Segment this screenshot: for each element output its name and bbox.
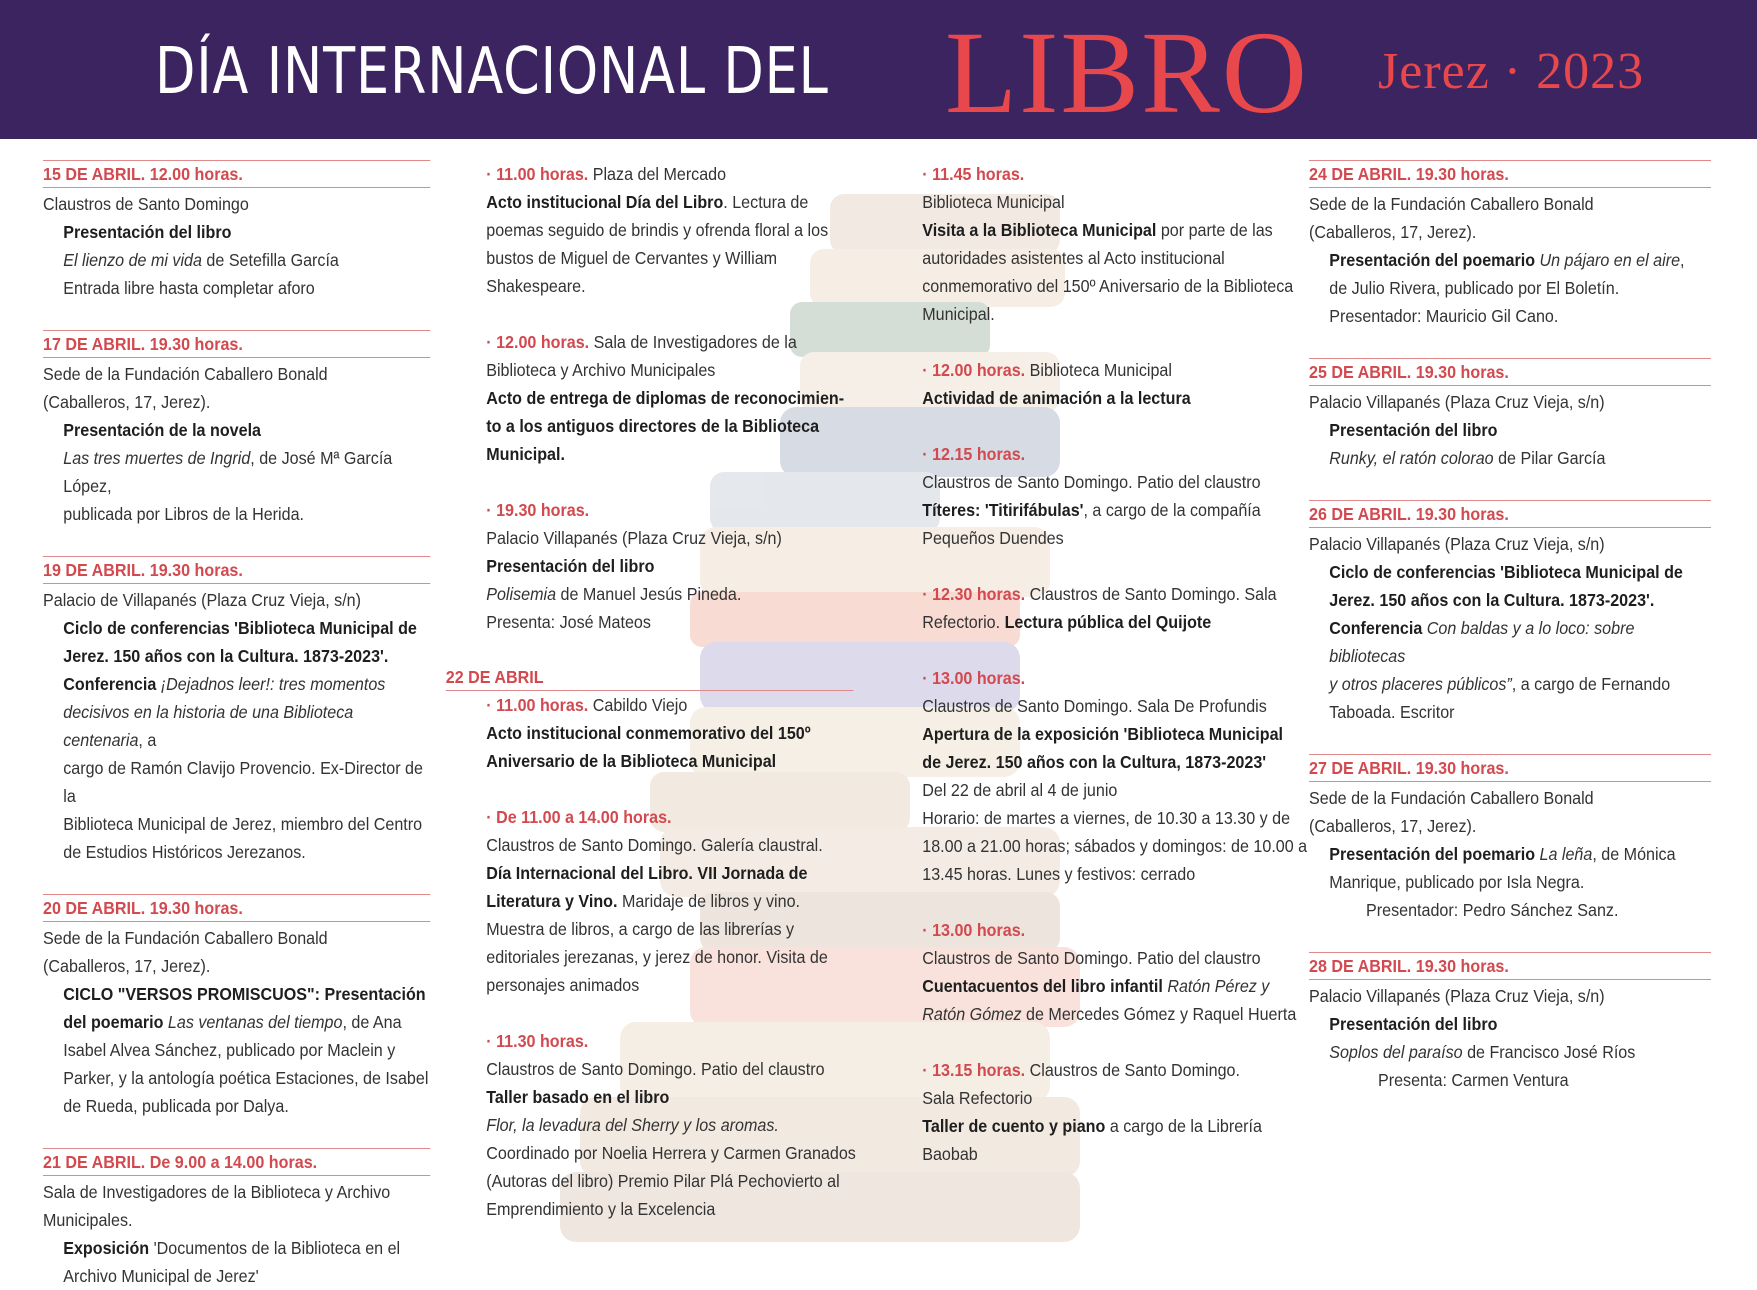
- event-venue: Claustros de Santo Domingo. Sala: [1025, 584, 1277, 604]
- conference-title: ¡Dejadnos leer!: tres momentos: [156, 674, 386, 694]
- event-activity: Día Internacional del Libro. VII Jornada de: [486, 863, 808, 883]
- event-description: . Lectura de: [723, 192, 809, 212]
- event-22-1315: [902, 1056, 1312, 1168]
- event-venue: Palacio de Villapanés (Plaza Cruz Vieja, s/n): [43, 590, 362, 610]
- conference-cycle: Ciclo de conferencias 'Biblioteca Municipal de: [1329, 562, 1683, 582]
- exhibition-title: Archivo Municipal de Jerez': [63, 1266, 259, 1286]
- event-presenter: Presentador: Mauricio Gil Cano.: [1329, 306, 1559, 326]
- event-presenter: Presenta: Carmen Ventura: [1378, 1070, 1569, 1090]
- event-description: (Autoras del libro) Premio Pilar Plá Pechovierto al: [486, 1171, 840, 1191]
- event-22-1300-cuentacuentos: [902, 916, 1312, 1028]
- book-author: , de Ana: [342, 1012, 402, 1032]
- event-27-abril: [1309, 754, 1711, 924]
- event-activity: Presentación del libro: [1329, 420, 1498, 440]
- book-title: Las tres muertes de Ingrid: [63, 448, 251, 468]
- conference-title: Con baldas y a lo loco: sobre bibliotecas: [1329, 618, 1635, 666]
- event-date: 19 DE ABRIL. 19.30 horas.: [43, 556, 430, 584]
- book-author: de Julio Rivera, publicado por El Boletín.: [1329, 278, 1620, 298]
- header-main-title: LIBRO: [945, 7, 1309, 138]
- event-description: personajes animados: [486, 975, 640, 995]
- conference-label: Conferencia: [1329, 618, 1423, 638]
- event-venue-address: (Caballeros, 17, Jerez).: [1309, 222, 1477, 242]
- book-author: de Rueda, publicada por Dalya.: [63, 1096, 289, 1116]
- event-date: 26 DE ABRIL. 19.30 horas.: [1309, 500, 1711, 528]
- event-description: bustos de Miguel de Cervantes y William Shakespeare.: [486, 248, 778, 296]
- book-author: de Manuel Jesús Pineda.: [556, 584, 742, 604]
- event-description: editoriales jerezanas, y jerez de honor. Visita de: [486, 947, 828, 967]
- book-title: Un pájaro en el aire: [1535, 250, 1681, 270]
- event-activity: Presentación del libro: [63, 222, 232, 242]
- event-activity: Presentación del libro: [1329, 1014, 1498, 1034]
- event-22-1100: [466, 691, 874, 775]
- event-22-1145: [902, 160, 1312, 328]
- conference-cycle: Ciclo de conferencias 'Biblioteca Municipal de: [63, 618, 417, 638]
- event-description: Muestra de libros, a cargo de las librerías y: [486, 919, 795, 939]
- event-time: · 13.00 horas.: [922, 920, 1026, 940]
- event-venue: Claustros de Santo Domingo. Patio del claustro: [922, 472, 1261, 492]
- event-description: Pequeños Duendes: [922, 528, 1064, 548]
- event-activity: Taller basado en el libro: [486, 1087, 670, 1107]
- event-activity: Cuentacuentos del libro infantil: [922, 976, 1163, 996]
- event-date: 28 DE ABRIL. 19.30 horas.: [1309, 952, 1711, 980]
- book-title: Soplos del paraíso: [1329, 1042, 1463, 1062]
- conference-speaker: , a: [138, 730, 157, 750]
- event-time: · 12.00 horas.: [486, 332, 590, 352]
- event-activity: Taller de cuento y piano: [922, 1116, 1106, 1136]
- event-description: por parte de las: [1156, 220, 1273, 240]
- event-activity: Títeres: 'Titirifábulas': [922, 500, 1084, 520]
- event-venue: Sede de la Fundación Caballero Bonald: [43, 928, 328, 948]
- column-1: [43, 160, 433, 1290]
- event-venue: Sala Refectorio: [922, 1088, 1033, 1108]
- event-22-1230: [902, 580, 1312, 636]
- book-author: Manrique, publicado por Isla Negra.: [1329, 872, 1585, 892]
- conference-cycle: Jerez. 150 años con la Cultura. 1873-2023'.: [63, 646, 389, 666]
- event-venue: Municipales.: [43, 1210, 133, 1230]
- event-time: · 11.30 horas.: [486, 1031, 589, 1051]
- event-22-1300-expo: [902, 664, 1312, 888]
- event-description: Baobab: [922, 1144, 978, 1164]
- event-time: · 11.00 horas.: [486, 695, 589, 715]
- event-note: Entrada libre hasta completar aforo: [63, 278, 315, 298]
- event-venue: Cabildo Viejo: [588, 695, 688, 715]
- exhibition-dates: Del 22 de abril al 4 de junio: [922, 780, 1118, 800]
- event-date: 25 DE ABRIL. 19.30 horas.: [1309, 358, 1711, 386]
- event-venue-address: (Caballeros, 17, Jerez).: [43, 392, 211, 412]
- conference-speaker: Taboada. Escritor: [1329, 702, 1455, 722]
- event-22-1130: [466, 1027, 874, 1223]
- book-title: Polisemia: [486, 584, 557, 604]
- book-publisher: publicada por Libros de la Herida.: [63, 504, 305, 524]
- event-20-abril: [43, 894, 430, 1120]
- event-time: · 11.00 horas.: [486, 164, 589, 184]
- book-author: Isabel Alvea Sánchez, publicado por Maclein y: [63, 1040, 396, 1060]
- event-time: · 12.00 horas.: [922, 360, 1026, 380]
- conference-speaker: , a cargo de Fernando: [1511, 674, 1671, 694]
- event-activity: Acto institucional conmemorativo del 150º: [486, 723, 811, 743]
- event-venue: Palacio Villapanés (Plaza Cruz Vieja, s/n): [1309, 392, 1605, 412]
- event-activity: Presentación del poemario: [1329, 250, 1536, 270]
- conference-title: decisivos en la historia de una Biblioteca centenaria: [63, 702, 354, 750]
- event-21-1200: [466, 328, 874, 468]
- conference-title: y otros placeres públicos”: [1329, 674, 1512, 694]
- event-26-abril: [1309, 500, 1711, 726]
- event-description: Municipal.: [922, 304, 995, 324]
- event-15-abril: [43, 160, 430, 302]
- day-heading: 22 DE ABRIL: [446, 664, 854, 691]
- event-activity: Acto institucional Día del Libro: [486, 192, 724, 212]
- event-time: · 13.00 horas.: [922, 668, 1026, 688]
- event-venue: Refectorio.: [922, 612, 1005, 632]
- event-24-abril: [1309, 160, 1711, 330]
- event-venue: Claustros de Santo Domingo. Galería claustral.: [486, 835, 823, 855]
- event-date: 20 DE ABRIL. 19.30 horas.: [43, 894, 430, 922]
- event-21-abril: [43, 1148, 430, 1290]
- event-22-1100-1400: [466, 803, 874, 999]
- event-activity: Lectura pública del Quijote: [1004, 612, 1212, 632]
- book-author: Parker, y la antología poética Estaciones, de Isabel: [63, 1068, 429, 1088]
- event-venue: Claustros de Santo Domingo. Patio del claustro: [922, 948, 1261, 968]
- conference-speaker: Biblioteca Municipal de Jerez, miembro del Centro: [63, 814, 423, 834]
- event-activity: de Jerez. 150 años con la Cultura, 1873-2023': [922, 752, 1267, 772]
- event-venue: Sala de Investigadores de la: [589, 332, 797, 352]
- event-venue: Palacio Villapanés (Plaza Cruz Vieja, s/n): [1309, 986, 1605, 1006]
- event-date: 24 DE ABRIL. 19.30 horas.: [1309, 160, 1711, 188]
- event-venue: Sede de la Fundación Caballero Bonald: [1309, 194, 1594, 214]
- event-time: · De 11.00 a 14.00 horas.: [486, 807, 672, 827]
- event-time: · 19.30 horas.: [486, 500, 590, 520]
- event-venue-address: (Caballeros, 17, Jerez).: [43, 956, 211, 976]
- event-date: 27 DE ABRIL. 19.30 horas.: [1309, 754, 1711, 782]
- conference-label: Conferencia: [63, 674, 157, 694]
- book-title: Ratón Gómez: [922, 1004, 1022, 1024]
- event-21-1930: [466, 496, 874, 636]
- book-author: , de Mónica: [1592, 844, 1676, 864]
- event-description: , a cargo de la compañía: [1083, 500, 1261, 520]
- event-time: · 12.30 horas.: [922, 584, 1026, 604]
- event-venue: Claustros de Santo Domingo. Patio del claustro: [486, 1059, 825, 1079]
- book-author: de Francisco José Ríos: [1462, 1042, 1636, 1062]
- book-title: El lienzo de mi vida: [63, 250, 202, 270]
- event-description: Maridaje de libros y vino.: [617, 891, 801, 911]
- event-activity: Presentación del libro: [486, 556, 655, 576]
- event-description: autoridades asistentes al Acto institucional: [922, 248, 1225, 268]
- event-activity: Aniversario de la Biblioteca Municipal: [486, 751, 777, 771]
- event-venue: Claustros de Santo Domingo: [43, 194, 249, 214]
- exhibition-hours: Horario: de martes a viernes, de 10.30 a 13.30 y de: [922, 808, 1291, 828]
- event-17-abril: [43, 330, 430, 528]
- event-venue: Plaza del Mercado: [588, 164, 727, 184]
- event-description: a cargo de la Librería: [1105, 1116, 1262, 1136]
- event-25-abril: [1309, 358, 1711, 472]
- event-activity: Presentación de la novela: [63, 420, 261, 440]
- event-activity: Apertura de la exposición 'Biblioteca Municipal: [922, 724, 1284, 744]
- event-time: · 12.15 horas.: [922, 444, 1026, 464]
- event-activity: to a los antiguos directores de la Biblioteca: [486, 416, 820, 436]
- event-venue: Claustros de Santo Domingo.: [1025, 1060, 1240, 1080]
- book-title: La leña: [1535, 844, 1593, 864]
- event-time: · 11.45 horas.: [922, 164, 1025, 184]
- event-activity: Visita a la Biblioteca Municipal: [922, 220, 1157, 240]
- event-description: conmemorativo del 150º Aniversario de la Biblioteca: [922, 276, 1294, 296]
- event-venue: Sede de la Fundación Caballero Bonald: [1309, 788, 1594, 808]
- event-22-1215: [902, 440, 1312, 552]
- event-venue: Palacio Villapanés (Plaza Cruz Vieja, s/n): [1309, 534, 1605, 554]
- header-band: [0, 0, 1757, 139]
- event-activity: Municipal.: [486, 444, 565, 464]
- book-author: , de José Mª García López,: [63, 448, 393, 496]
- conference-speaker: cargo de Ramón Clavijo Provencio. Ex-Director de la: [63, 758, 423, 806]
- event-activity: Actividad de animación a la lectura: [922, 388, 1191, 408]
- conference-speaker: de Estudios Históricos Jerezanos.: [63, 842, 306, 862]
- exhibition-title: 'Documentos de la Biblioteca en el: [149, 1238, 401, 1258]
- event-description: Coordinado por Noelia Herrera y Carmen Granados: [486, 1143, 856, 1163]
- column-3: [902, 160, 1308, 1168]
- event-date: 17 DE ABRIL. 19.30 horas.: [43, 330, 430, 358]
- book-author: de Pilar García: [1493, 448, 1606, 468]
- event-activity: Presentación del poemario: [1329, 844, 1536, 864]
- day-22-abril: [445, 664, 853, 691]
- punctuation: ,: [1680, 250, 1685, 270]
- event-22-1200: [902, 356, 1312, 412]
- header-city-year: Jerez · 2023: [1378, 43, 1645, 100]
- event-activity: Acto de entrega de diplomas de reconocimien-: [486, 388, 845, 408]
- event-19-abril: [43, 556, 430, 866]
- event-venue: Claustros de Santo Domingo. Sala De Profundis: [922, 696, 1267, 716]
- column-4: [1309, 160, 1714, 1094]
- header-prefix: DÍA INTERNACIONAL DEL: [155, 35, 829, 109]
- event-venue: Biblioteca Municipal: [922, 192, 1065, 212]
- event-21-1100: [466, 160, 874, 300]
- event-activity: Literatura y Vino.: [486, 891, 618, 911]
- event-venue: Sede de la Fundación Caballero Bonald: [43, 364, 328, 384]
- conference-cycle: Jerez. 150 años con la Cultura. 1873-2023'.: [1329, 590, 1655, 610]
- event-venue: Sala de Investigadores de la Biblioteca y Archivo: [43, 1182, 391, 1202]
- book-title: Runky, el ratón colorao: [1329, 448, 1494, 468]
- event-venue-address: (Caballeros, 17, Jerez).: [1309, 816, 1477, 836]
- book-author: de Mercedes Gómez y Raquel Huerta: [1021, 1004, 1297, 1024]
- exhibition-hours: 18.00 a 21.00 horas; sábados y domingos: de 10.00 a: [922, 836, 1308, 856]
- event-time: · 13.15 horas.: [922, 1060, 1026, 1080]
- event-venue: Biblioteca y Archivo Municipales: [486, 360, 716, 380]
- event-description: Emprendimiento y la Excelencia: [486, 1199, 716, 1219]
- exhibition-hours: 13.45 horas. Lunes y festivos: cerrado: [922, 864, 1196, 884]
- event-venue: Biblioteca Municipal: [1025, 360, 1172, 380]
- event-activity: Exposición: [63, 1238, 150, 1258]
- book-title: Ratón Pérez y: [1162, 976, 1270, 996]
- event-28-abril: [1309, 952, 1711, 1094]
- column-2: [445, 160, 856, 1223]
- book-title: Flor, la levadura del Sherry y los aromas.: [486, 1115, 779, 1135]
- event-date: 21 DE ABRIL. De 9.00 a 14.00 horas.: [43, 1148, 430, 1176]
- event-activity: CICLO "VERSOS PROMISCUOS": Presentación: [63, 984, 426, 1004]
- event-description: poemas seguido de brindis y ofrenda floral a los: [486, 220, 829, 240]
- event-activity: del poemario: [63, 1012, 164, 1032]
- book-author: de Setefilla García: [201, 250, 339, 270]
- book-title: Las ventanas del tiempo: [163, 1012, 343, 1032]
- event-date: 15 DE ABRIL. 12.00 horas.: [43, 160, 430, 188]
- event-presenter: Presentador: Pedro Sánchez Sanz.: [1366, 900, 1619, 920]
- event-presenter: Presenta: José Mateos: [486, 612, 651, 632]
- event-venue: Palacio Villapanés (Plaza Cruz Vieja, s/n): [486, 528, 782, 548]
